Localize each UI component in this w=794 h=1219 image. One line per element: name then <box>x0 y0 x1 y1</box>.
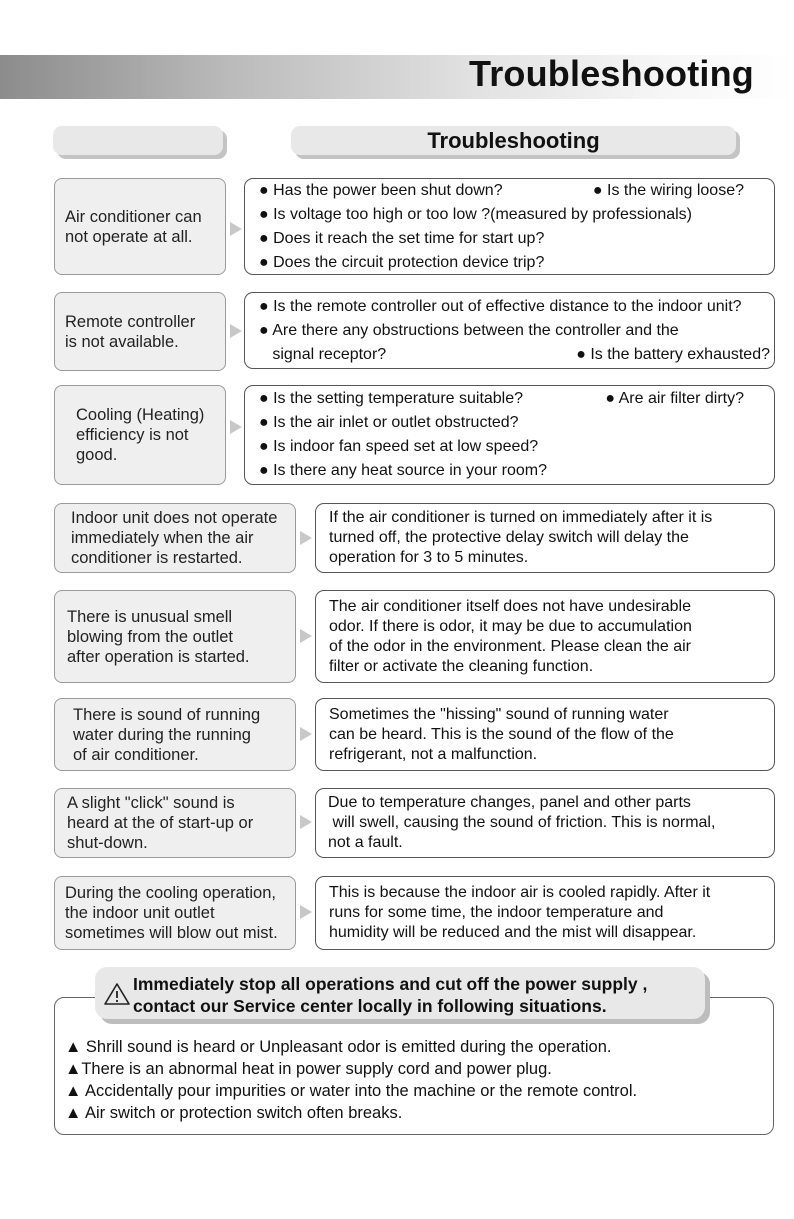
answer-line <box>328 793 768 813</box>
answer-line <box>329 705 766 725</box>
problem-text: shut-down. <box>67 834 148 852</box>
answer-box <box>315 788 775 858</box>
answer-line <box>329 745 766 765</box>
answer-line <box>259 179 744 203</box>
arrow-right-icon <box>230 222 242 236</box>
problem-text: of air conditioner. <box>73 745 199 764</box>
problem-box <box>54 698 296 771</box>
problem-text: water during the running <box>73 725 251 744</box>
problem-text: efficiency is not <box>76 426 189 444</box>
answer-line <box>329 528 766 548</box>
problem-box <box>54 788 296 858</box>
answer-line <box>259 251 744 275</box>
answer-line <box>329 903 766 923</box>
answer-text: ● Are air filter dirty? <box>605 390 744 407</box>
answer-box <box>244 385 775 485</box>
answer-text: ● Has the power been shut down? <box>259 181 503 199</box>
warning-item: ▲ Shrill sound is heard or Unpleasant odor is emitted during the operation. <box>65 1038 612 1056</box>
answer-text: ● Does the circuit protection device trip? <box>259 253 545 271</box>
warning-item: ▲ Accidentally pour impurities or water into the machine or the remote control. <box>65 1082 638 1100</box>
answer-box <box>244 292 775 369</box>
arrow-right-icon <box>300 905 312 919</box>
answer-line <box>329 657 766 677</box>
answer-text: can be heard. This is the sound of the flow of the <box>329 725 674 743</box>
answer-text: filter or activate the cleaning function. <box>329 657 594 675</box>
answer-line <box>259 295 770 319</box>
answer-text: not a fault. <box>328 834 403 851</box>
section-title: Troubleshooting <box>427 128 600 153</box>
section-label-pill <box>53 126 223 155</box>
arrow-right-icon <box>300 531 312 545</box>
problem-text: after operation is started. <box>67 647 250 666</box>
answer-line <box>259 343 770 367</box>
answer-text: runs for some time, the indoor temperature and <box>329 904 664 921</box>
page-title: Troubleshooting <box>469 53 754 94</box>
answer-line <box>329 548 766 568</box>
answer-box <box>315 698 775 771</box>
answer-text: ● Is indoor fan speed set at low speed? <box>259 438 539 455</box>
answer-text: ● Is the setting temperature suitable? <box>259 390 524 407</box>
answer-line <box>329 637 766 657</box>
problem-box <box>54 503 296 573</box>
warning-heading-line: contact our Service center locally in following situations. <box>133 996 607 1016</box>
answer-line <box>259 227 744 251</box>
problem-text: not operate at all. <box>65 227 193 246</box>
answer-text: turned off, the protective delay switch will delay the <box>329 529 689 546</box>
problem-text: sometimes will blow out mist. <box>65 924 278 942</box>
problem-text: is not available. <box>65 332 179 351</box>
warning-heading-line: Immediately stop all operations and cut off the power supply , <box>133 974 648 994</box>
answer-text: If the air conditioner is turned on immediately after it is <box>329 509 713 526</box>
answer-text: The air conditioner itself does not have undesirable <box>329 597 691 615</box>
problem-text: Indoor unit does not operate <box>71 509 278 527</box>
problem-text: blowing from the outlet <box>67 627 234 646</box>
answer-text: operation for 3 to 5 minutes. <box>329 549 529 566</box>
problem-text: There is sound of running <box>73 705 261 724</box>
answer-line <box>329 923 766 943</box>
answer-line <box>259 387 744 411</box>
answer-line <box>328 833 768 853</box>
answer-line <box>259 203 744 227</box>
answer-box <box>315 503 775 573</box>
arrow-right-icon <box>300 629 312 643</box>
warning-item: ▲There is an abnormal heat in power supply cord and power plug. <box>65 1060 552 1078</box>
answer-box <box>315 590 775 683</box>
answer-line <box>329 725 766 745</box>
problem-box <box>54 178 226 275</box>
answer-text: ● Is the remote controller out of effective distance to the indoor unit? <box>259 297 742 315</box>
problem-box <box>54 292 226 371</box>
answer-text: will swell, causing the sound of friction. This is normal, <box>328 814 716 831</box>
problem-text: Air conditioner can <box>65 207 202 226</box>
answer-text: ● Is voltage too high or too low ?(measured by professionals) <box>259 205 692 223</box>
problem-box <box>54 385 226 485</box>
arrow-right-icon <box>300 727 312 741</box>
answer-line <box>259 319 770 343</box>
arrow-right-icon <box>300 815 312 829</box>
arrow-right-icon <box>230 324 242 338</box>
answer-line <box>328 813 768 833</box>
answer-text: refrigerant, not a malfunction. <box>329 745 538 763</box>
answer-text: of the odor in the environment. Please clean the air <box>329 637 691 655</box>
warning-heading <box>133 973 647 1017</box>
answer-text: humidity will be reduced and the mist will disappear. <box>329 924 697 941</box>
problem-box <box>54 590 296 683</box>
arrow-right-icon <box>230 420 242 434</box>
answer-text: odor. If there is odor, it may be due to accumulation <box>329 617 692 635</box>
answer-line <box>329 883 766 903</box>
answer-text: ● Are there any obstructions between the controller and the <box>259 321 679 339</box>
answer-text: ● Is the air inlet or outlet obstructed? <box>259 414 519 431</box>
answer-text: ● Is the wiring loose? <box>592 181 744 199</box>
answer-line <box>259 435 744 459</box>
answer-text: ● Is the battery exhausted? <box>576 345 770 363</box>
answer-text: Sometimes the "hissing" sound of running water <box>329 705 669 723</box>
answer-line <box>259 459 744 483</box>
answer-box <box>315 876 775 950</box>
answer-text: This is because the indoor air is cooled rapidly. After it <box>329 884 711 901</box>
answer-text: signal receptor? <box>259 345 387 363</box>
answer-text: ● Is there any heat source in your room? <box>259 462 548 479</box>
answer-text: Due to temperature changes, panel and other parts <box>328 794 691 811</box>
problem-text: Remote controller <box>65 312 196 331</box>
answer-box <box>244 178 775 275</box>
warning-item: ▲ Air switch or protection switch often breaks. <box>65 1104 403 1122</box>
problem-text: the indoor unit outlet <box>65 904 215 922</box>
problem-text: A slight "click" sound is <box>67 794 235 812</box>
problem-text: immediately when the air <box>71 529 254 547</box>
answer-line <box>329 617 766 637</box>
warning-triangle-icon <box>104 982 130 1006</box>
answer-line <box>329 508 766 528</box>
problem-text: heard at the of start-up or <box>67 814 254 832</box>
answer-line <box>259 411 744 435</box>
section-title-pill <box>291 126 736 155</box>
problem-text: There is unusual smell <box>67 607 233 626</box>
problem-box <box>54 876 296 950</box>
answer-text: ● Does it reach the set time for start up? <box>259 229 545 247</box>
problem-text: conditioner is restarted. <box>71 549 243 567</box>
warning-list <box>65 1036 637 1124</box>
problem-text: Cooling (Heating) <box>76 406 205 424</box>
problem-text: During the cooling operation, <box>65 884 276 902</box>
answer-line <box>329 597 766 617</box>
problem-text: good. <box>76 446 118 464</box>
